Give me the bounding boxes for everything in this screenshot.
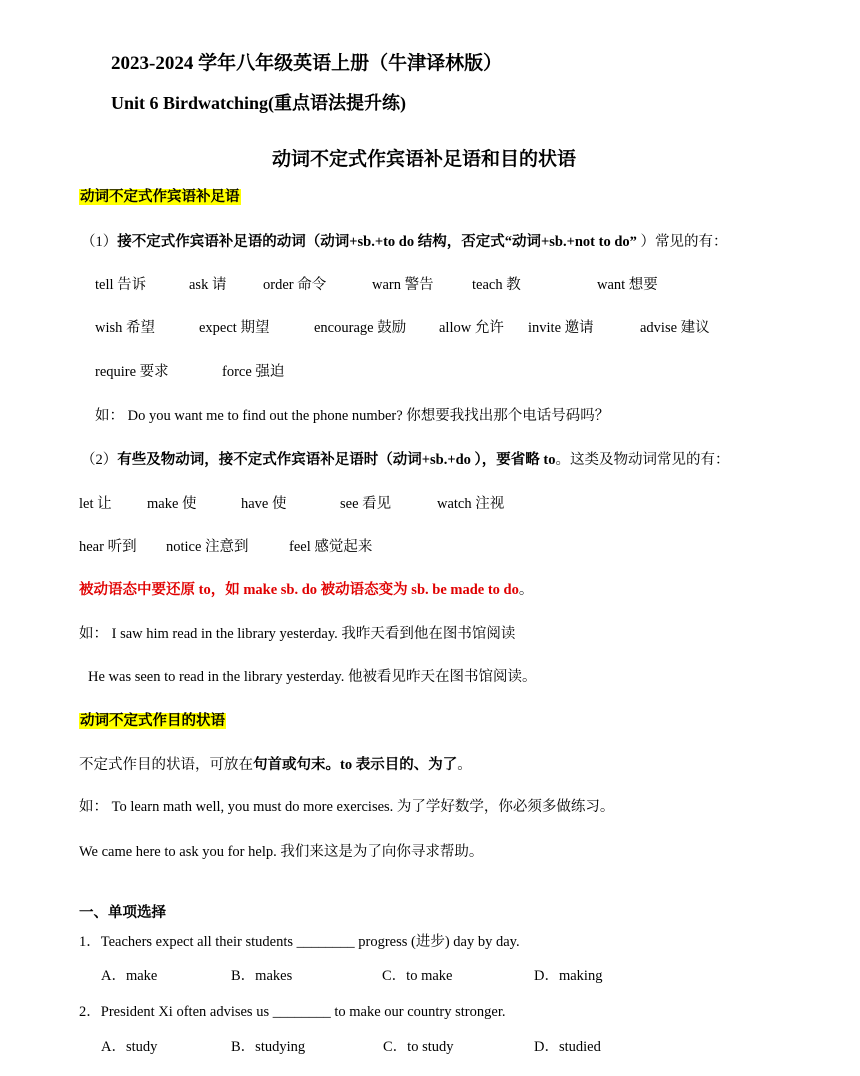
question-2 xyxy=(79,1000,505,1021)
verb-item: have 使 xyxy=(241,496,287,512)
option-d[interactable]: D．making xyxy=(534,968,603,984)
center-title: 动词不定式作宾语补足语和目的状语 xyxy=(272,149,577,170)
question-text: Teachers expect all their students ________ progress (进步) day by day. xyxy=(100,934,520,950)
document-title: 2023-2024 学年八年级英语上册（牛津译林版） xyxy=(111,53,503,74)
verb-item: require 要求 xyxy=(95,364,169,380)
option-b[interactable]: B．studying xyxy=(231,1039,306,1055)
example2a: 如： I saw him read in the library yesterday. 我昨天看到他在图书馆阅读 xyxy=(79,626,516,642)
verb-item: see 看见 xyxy=(340,496,392,512)
option-a[interactable]: A．make xyxy=(101,968,158,984)
rule1 xyxy=(81,230,728,251)
rule2-suffix: 。这类及物动词常见的有： xyxy=(555,452,730,468)
verb-item: tell 告诉 xyxy=(95,277,147,293)
example2b: He was seen to read in the library yesterday. 他被看见昨天在图书馆阅读。 xyxy=(88,669,537,685)
section2-heading xyxy=(79,709,226,730)
verb-item: invite 邀请 xyxy=(528,320,594,336)
question-text: President Xi often advises us ________ to make our country stronger. xyxy=(100,1004,506,1020)
verb-item: order 命令 xyxy=(263,277,327,293)
rule1-prefix: （1） xyxy=(81,234,118,250)
verb-item: make 使 xyxy=(147,496,197,512)
rule1-suffix: ）常见的有： xyxy=(636,234,728,250)
verb-item: wish 希望 xyxy=(95,320,156,336)
desc-a: 不定式作目的状语，可放在 xyxy=(79,757,253,773)
section2-example-b: We came here to ask you for help. 我们来这是为了向你寻求帮助。 xyxy=(79,844,484,860)
rule2-bold: 有些及物动词，接不定式作宾语补足语时（动词+sb.+do ），要省略 to xyxy=(117,452,556,468)
verb-item: feel 感觉起来 xyxy=(289,539,373,555)
example1: 如： Do you want me to find out the phone number? 你想要我找出那个电话号码吗？ xyxy=(95,408,610,424)
verb-item: allow 允许 xyxy=(439,320,504,336)
verb-item: watch 注视 xyxy=(437,496,505,512)
red-note xyxy=(79,578,533,599)
section2-desc xyxy=(79,753,472,774)
option-c[interactable]: C．to make xyxy=(382,968,453,984)
rule1-bold: 接不定式作宾语补足语的动词（动词+sb.+to do 结构，否定式“动词+sb.+not to do” xyxy=(117,234,637,250)
exercise-heading: 一、单项选择 xyxy=(79,905,166,921)
desc-b: 句首或句末。to 表示目的、为了 xyxy=(253,757,458,773)
verb-item: advise 建议 xyxy=(640,320,710,336)
verb-item: warn 警告 xyxy=(372,277,434,293)
rule2 xyxy=(81,448,730,469)
red-note-text: 被动语态中要还原 to，如 make sb. do 被动语态变为 sb. be made to do xyxy=(79,582,519,598)
question-1 xyxy=(79,930,520,951)
unit-subtitle: Unit 6 Birdwatching(重点语法提升练) xyxy=(111,93,407,113)
desc-c: 。 xyxy=(457,757,472,773)
verb-item: teach 教 xyxy=(472,277,521,293)
section2-heading-text: 动词不定式作目的状语 xyxy=(80,713,225,729)
verb-item: encourage 鼓励 xyxy=(314,320,407,336)
section1-heading xyxy=(79,185,241,206)
verb-item: hear 听到 xyxy=(79,539,137,555)
option-b[interactable]: B．makes xyxy=(231,968,293,984)
option-a[interactable]: A．study xyxy=(101,1039,158,1055)
section2-example-a: 如： To learn math well, you must do more exercises. 为了学好数学，你必须多做练习。 xyxy=(79,799,615,815)
verb-item: notice 注意到 xyxy=(166,539,249,555)
section1-heading-text: 动词不定式作宾语补足语 xyxy=(80,189,240,205)
verb-item: expect 期望 xyxy=(199,320,270,336)
rule2-prefix: （2） xyxy=(81,452,118,468)
verb-item: let 让 xyxy=(79,496,112,512)
question-number: 2． xyxy=(79,1004,101,1020)
verb-item: want 想要 xyxy=(597,277,658,293)
option-c[interactable]: C．to study xyxy=(383,1039,454,1055)
verb-item: ask 请 xyxy=(189,277,227,293)
question-number: 1． xyxy=(79,934,101,950)
option-d[interactable]: D．studied xyxy=(534,1039,601,1055)
red-note-end: 。 xyxy=(518,582,534,598)
verb-item: force 强迫 xyxy=(222,364,285,380)
